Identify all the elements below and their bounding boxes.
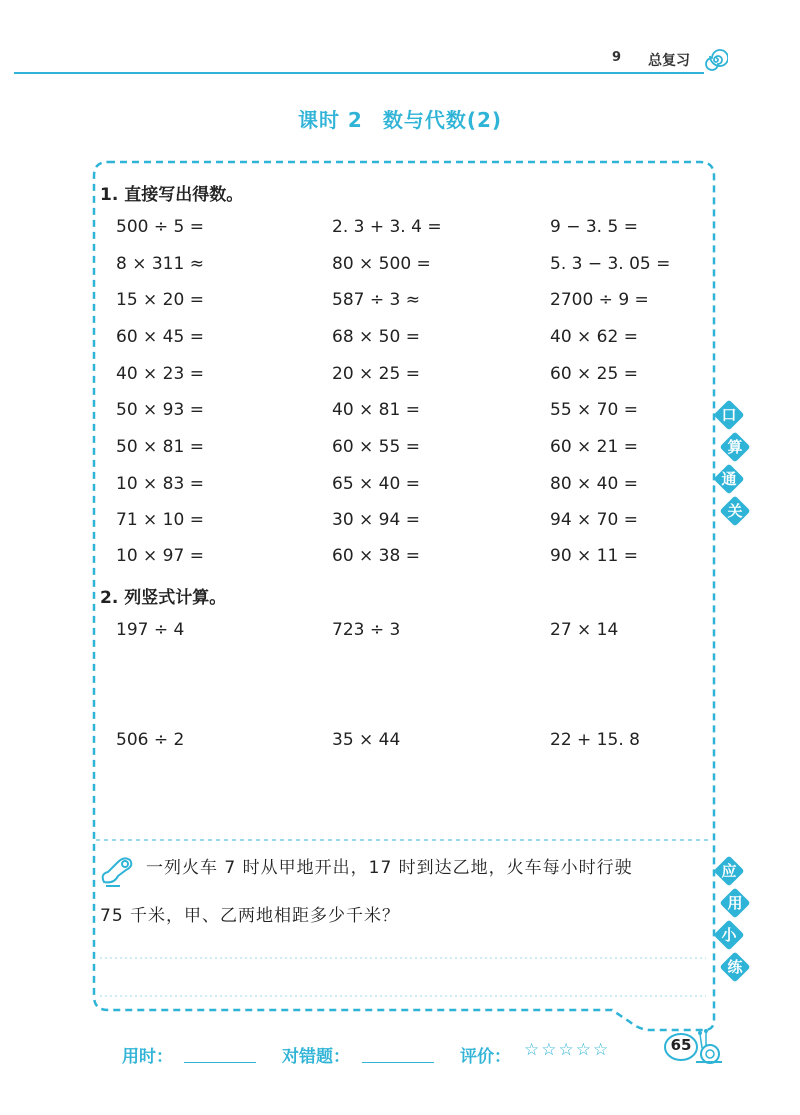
- q1-r3-c3: 2700 ÷ 9 =: [550, 290, 649, 310]
- q1-r1-c2: 2. 3 + 3. 4 =: [332, 217, 442, 237]
- q2-r2-c3: 22 + 15. 8: [550, 730, 640, 750]
- lesson-title: [0, 104, 800, 133]
- q1-r2-c2: 80 × 500 =: [332, 254, 431, 274]
- snail-icon: [690, 1026, 726, 1066]
- q2-r2-c2: 35 × 44: [332, 730, 401, 750]
- lesson-label: 课时 2: [297, 108, 363, 132]
- side-tab-top-1: 口: [714, 400, 744, 430]
- rating-label: 评价：: [460, 1047, 511, 1067]
- time-label: 用时：: [122, 1047, 173, 1067]
- q1-r9-c1: 71 × 10 =: [116, 510, 204, 530]
- q1-r7-c1: 50 × 81 =: [116, 437, 204, 457]
- q2-r1-c3: 27 × 14: [550, 620, 619, 640]
- q1-r2-c3: 5. 3 − 3. 05 =: [550, 254, 671, 274]
- q1-r1-c3: 9 − 3. 5 =: [550, 217, 638, 237]
- q1-r10-c2: 60 × 38 =: [332, 546, 420, 566]
- side-tab-bottom-2: 用: [720, 888, 750, 918]
- q1-r6-c2: 40 × 81 =: [332, 400, 420, 420]
- q1-r8-c1: 10 × 83 =: [116, 474, 204, 494]
- q2-r1-c2: 723 ÷ 3: [332, 620, 401, 640]
- page-number: 65: [670, 1036, 692, 1054]
- q1-r4-c3: 40 × 62 =: [550, 327, 638, 347]
- q2-heading: 2. 列竖式计算。: [100, 588, 227, 608]
- q1-r1-c1: 500 ÷ 5 =: [116, 217, 204, 237]
- side-tab-bottom-4: 练: [720, 952, 750, 982]
- q1-r10-c1: 10 × 97 =: [116, 546, 204, 566]
- q1-r9-c2: 30 × 94 =: [332, 510, 420, 530]
- q1-r5-c2: 20 × 25 =: [332, 364, 420, 384]
- errors-blank[interactable]: [362, 1062, 434, 1063]
- side-tab-top-3: 通: [714, 464, 744, 494]
- q2-r2-c1: 506 ÷ 2: [116, 730, 185, 750]
- rating-stars[interactable]: ☆☆☆☆☆: [524, 1040, 611, 1060]
- side-tab-top-4: 关: [720, 496, 750, 526]
- chapter-number: 9: [612, 50, 622, 65]
- side-tab-top-2: 算: [720, 432, 750, 462]
- q1-r3-c1: 15 × 20 =: [116, 290, 204, 310]
- q1-heading: 1. 直接写出得数。: [100, 185, 244, 205]
- header-rule: [14, 72, 704, 74]
- q1-r2-c1: 8 × 311 ≈: [116, 254, 204, 274]
- q1-r9-c3: 94 × 70 =: [550, 510, 638, 530]
- time-blank[interactable]: [184, 1062, 256, 1063]
- q1-r10-c3: 90 × 11 =: [550, 546, 638, 566]
- q1-r7-c3: 60 × 21 =: [550, 437, 638, 457]
- q1-r3-c2: 587 ÷ 3 ≈: [332, 290, 420, 310]
- side-tab-bottom-3: 小: [714, 920, 744, 950]
- errors-label: 对错题：: [282, 1047, 350, 1067]
- q1-r6-c1: 50 × 93 =: [116, 400, 204, 420]
- lesson-topic: 数与代数(2): [382, 108, 503, 132]
- application-problem-line1: 一列火车 7 时从甲地开出，17 时到达乙地，火车每小时行驶: [146, 858, 633, 878]
- q1-r5-c1: 40 × 23 =: [116, 364, 204, 384]
- q1-r4-c1: 60 × 45 =: [116, 327, 204, 347]
- q2-r1-c1: 197 ÷ 4: [116, 620, 185, 640]
- q1-r5-c3: 60 × 25 =: [550, 364, 638, 384]
- q1-r7-c2: 60 × 55 =: [332, 437, 420, 457]
- section-title: 总复习: [648, 53, 690, 69]
- spiral-icon: [704, 48, 728, 72]
- side-tab-bottom-1: 应: [714, 856, 744, 886]
- q1-r4-c2: 68 × 50 =: [332, 327, 420, 347]
- application-problem-line2: 75 千米，甲、乙两地相距多少千米？: [100, 906, 401, 926]
- q1-r8-c2: 65 × 40 =: [332, 474, 420, 494]
- q1-r6-c3: 55 × 70 =: [550, 400, 638, 420]
- q1-r8-c3: 80 × 40 =: [550, 474, 638, 494]
